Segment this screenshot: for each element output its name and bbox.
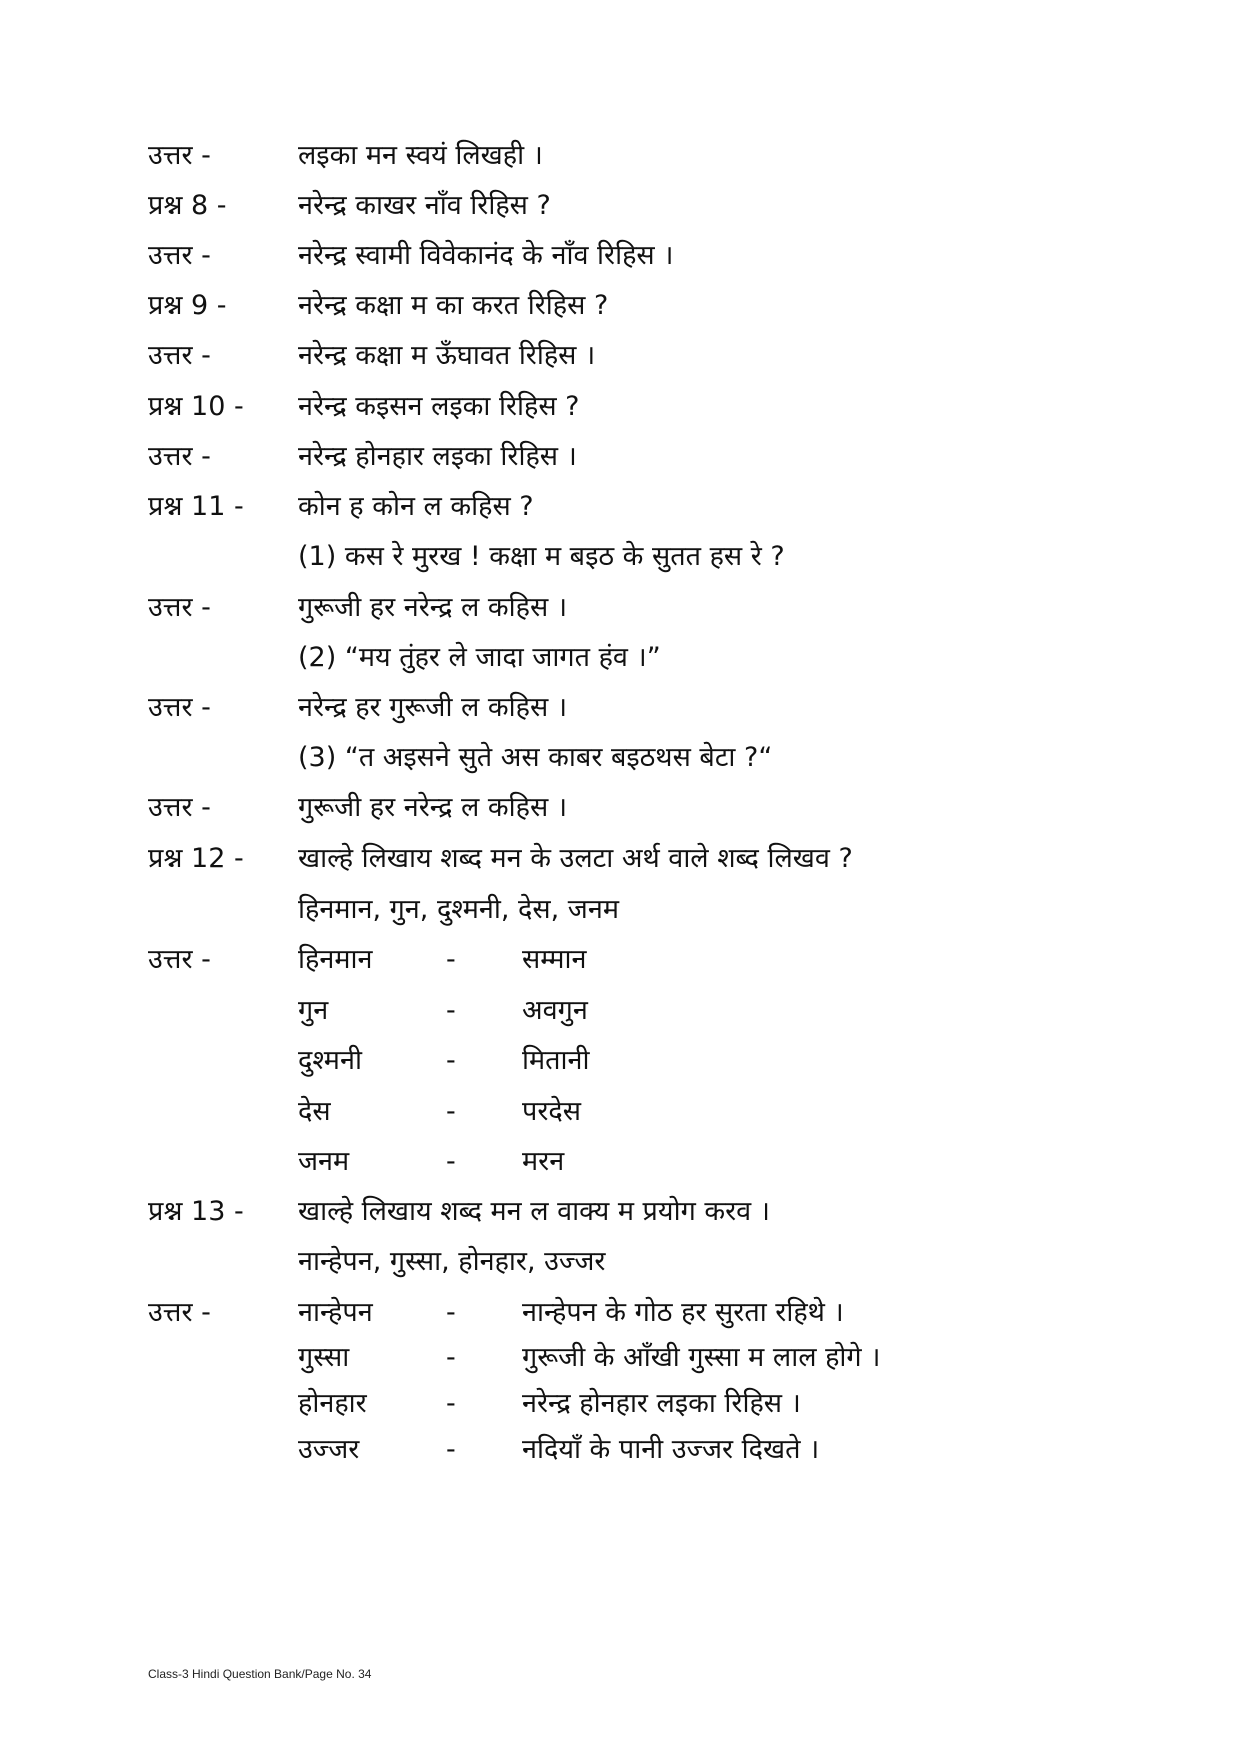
- opposite-word: हिनमान: [298, 944, 373, 975]
- sentence-text: नरेन्द्र होनहार लइका रिहिस ।: [522, 1388, 801, 1419]
- opposite-dash: -: [446, 1146, 456, 1177]
- sentence-row: [0, 1426, 1241, 1474]
- sentence-dash: -: [446, 1297, 456, 1328]
- sub-question-text: (3) “त अइसने सुते अस काबर बइठथस बेटा ?“: [298, 742, 773, 773]
- line-14: [0, 784, 1241, 832]
- line-6: [0, 383, 1241, 431]
- sentence-dash: -: [446, 1388, 456, 1419]
- line-4: [0, 282, 1241, 330]
- question-text: खाल्हे लिखाय शब्द मन ल वाक्य म प्रयोग करव ।: [298, 1196, 770, 1227]
- answer-text: गुरूजी हर नरेन्द्र ल कहिस ।: [298, 592, 568, 623]
- opposite-dash: -: [446, 944, 456, 975]
- word-list-text: हिनमान, गुन, दुश्मनी, देस, जनम: [298, 894, 619, 925]
- line-15: [0, 835, 1241, 883]
- opposite-dash: -: [446, 995, 456, 1026]
- line-7: [0, 433, 1241, 481]
- opposite-word: देस: [298, 1096, 331, 1127]
- line-2: [0, 182, 1241, 230]
- question-text: नरेन्द्र कक्षा म का करत रिहिस ?: [298, 290, 609, 321]
- sentence-row: [0, 1289, 1241, 1337]
- line-1: [0, 132, 1241, 180]
- question-label: प्रश्न 11 -: [148, 491, 244, 522]
- opposite-dash: -: [446, 1045, 456, 1076]
- sentence-word: उज्जर: [298, 1434, 360, 1465]
- opposite-meaning: मितानी: [522, 1045, 590, 1076]
- sentence-word: नान्हेपन: [298, 1297, 373, 1328]
- answer-label: उत्तर -: [148, 441, 211, 472]
- sentence-text: गुरूजी के आँखी गुस्सा म लाल होगे ।: [522, 1342, 881, 1373]
- opposite-word: दुश्मनी: [298, 1045, 362, 1076]
- opposite-meaning: सम्मान: [522, 944, 587, 975]
- sub-question-text: (2) “मय तुंहर ले जादा जागत हंव ।”: [298, 642, 661, 673]
- question-13: [0, 1188, 1241, 1236]
- sentence-dash: -: [446, 1434, 456, 1465]
- line-9: [0, 533, 1241, 581]
- sentence-row: [0, 1334, 1241, 1382]
- question-text: नरेन्द्र काखर नाँव रिहिस ?: [298, 190, 551, 221]
- sentence-row: [0, 1380, 1241, 1428]
- page-footer: Class-3 Hindi Question Bank/Page No. 34: [148, 1667, 372, 1681]
- opposite-meaning: मरन: [522, 1146, 565, 1177]
- opposite-dash: -: [446, 1096, 456, 1127]
- question-text: खाल्हे लिखाय शब्द मन के उलटा अर्थ वाले शब्द लिखव ?: [298, 843, 853, 874]
- line-3: [0, 232, 1241, 280]
- answer-label: उत्तर -: [148, 944, 211, 975]
- opposite-meaning: परदेस: [522, 1096, 581, 1127]
- question-label: प्रश्न 12 -: [148, 843, 244, 874]
- answer-label: उत्तर -: [148, 792, 211, 823]
- opposite-row: [0, 1088, 1241, 1136]
- question-13-words: [0, 1238, 1241, 1286]
- word-list-text: नान्हेपन, गुस्सा, होनहार, उज्जर: [298, 1246, 606, 1277]
- question-label: प्रश्न 8 -: [148, 190, 227, 221]
- answer-label: उत्तर -: [148, 140, 211, 171]
- answer-label: उत्तर -: [148, 340, 211, 371]
- sentence-word: गुस्सा: [298, 1342, 350, 1373]
- question-text: नरेन्द्र कइसन लइका रिहिस ?: [298, 391, 580, 422]
- answer-text: नरेन्द्र हर गुरूजी ल कहिस ।: [298, 692, 568, 723]
- answer-text: नरेन्द्र होनहार लइका रिहिस ।: [298, 441, 577, 472]
- answer-text: नरेन्द्र स्वामी विवेकानंद के नाँव रिहिस ।: [298, 240, 674, 271]
- line-8: [0, 483, 1241, 531]
- opposite-row: [0, 1037, 1241, 1085]
- sentence-dash: -: [446, 1342, 456, 1373]
- answer-text: लइका मन स्वयं लिखही ।: [298, 140, 543, 171]
- question-label: प्रश्न 13 -: [148, 1196, 244, 1227]
- opposite-row: [0, 936, 1241, 984]
- line-12: [0, 684, 1241, 732]
- question-label: प्रश्न 9 -: [148, 290, 227, 321]
- question-label: प्रश्न 10 -: [148, 391, 244, 422]
- opposite-word: गुन: [298, 995, 329, 1026]
- line-13: [0, 734, 1241, 782]
- answer-text: नरेन्द्र कक्षा म ऊँघावत रिहिस ।: [298, 340, 596, 371]
- line-11: [0, 634, 1241, 682]
- opposite-row: [0, 987, 1241, 1035]
- opposite-word: जनम: [298, 1146, 350, 1177]
- answer-label: उत्तर -: [148, 592, 211, 623]
- sub-question-text: (1) कस रे मुरख ! कक्षा म बइठ के सुतत हस रे ?: [298, 541, 785, 572]
- opposite-row: [0, 1138, 1241, 1186]
- answer-text: गुरूजी हर नरेन्द्र ल कहिस ।: [298, 792, 568, 823]
- sentence-text: नदियाँ के पानी उज्जर दिखते ।: [522, 1434, 820, 1465]
- line-16: [0, 886, 1241, 934]
- sentence-text: नान्हेपन के गोठ हर सुरता रहिथे ।: [522, 1297, 844, 1328]
- sentence-word: होनहार: [298, 1388, 367, 1419]
- question-text: कोन ह कोन ल कहिस ?: [298, 491, 534, 522]
- answer-label: उत्तर -: [148, 692, 211, 723]
- opposite-meaning: अवगुन: [522, 995, 588, 1026]
- line-5: [0, 332, 1241, 380]
- answer-label: उत्तर -: [148, 1297, 211, 1328]
- answer-label: उत्तर -: [148, 240, 211, 271]
- line-10: [0, 584, 1241, 632]
